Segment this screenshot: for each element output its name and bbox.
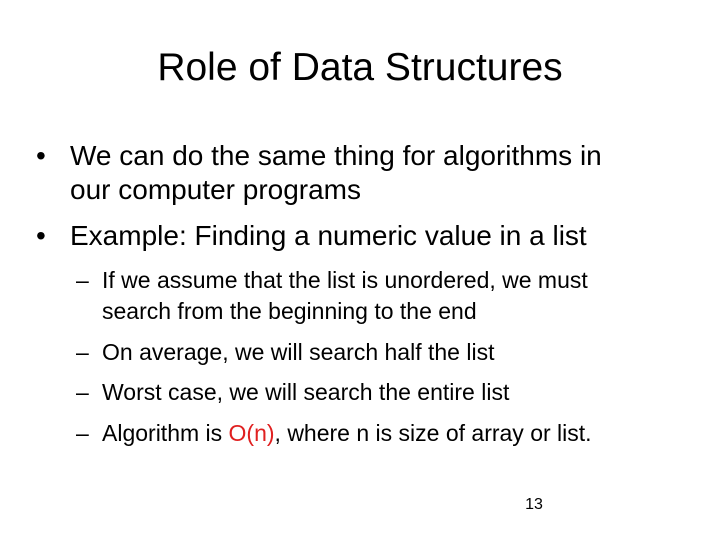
algorithm-suffix: , where n is size of array or list. [274, 420, 592, 446]
sub-bullet-marker: – [76, 267, 89, 293]
sub-bullet-marker: – [76, 339, 89, 365]
sub-bullet-text [102, 418, 592, 448]
sub-bullet-text: If we assume that the list is unordered, we must [102, 267, 588, 293]
bullet-text-continuation: our computer programs [70, 174, 362, 205]
sub-bullet-marker: – [76, 379, 89, 405]
algorithm-prefix: Algorithm is [102, 420, 229, 446]
slide-title: Role of Data Structures [157, 46, 563, 89]
bullet-text: Example: Finding a numeric value in a list [70, 220, 587, 251]
bullet-marker: • [36, 140, 46, 171]
sub-bullet-text: On average, we will search half the list [102, 339, 495, 365]
sub-bullet-text: Worst case, we will search the entire list [102, 379, 510, 405]
sub-bullet-marker: – [76, 420, 89, 446]
page-number: 13 [525, 496, 543, 513]
sub-bullet-text-continuation: search from the beginning to the end [102, 298, 477, 324]
bullet-text: We can do the same thing for algorithms in [70, 140, 602, 171]
bullet-marker: • [36, 220, 46, 251]
big-o-notation: O(n) [228, 420, 275, 446]
